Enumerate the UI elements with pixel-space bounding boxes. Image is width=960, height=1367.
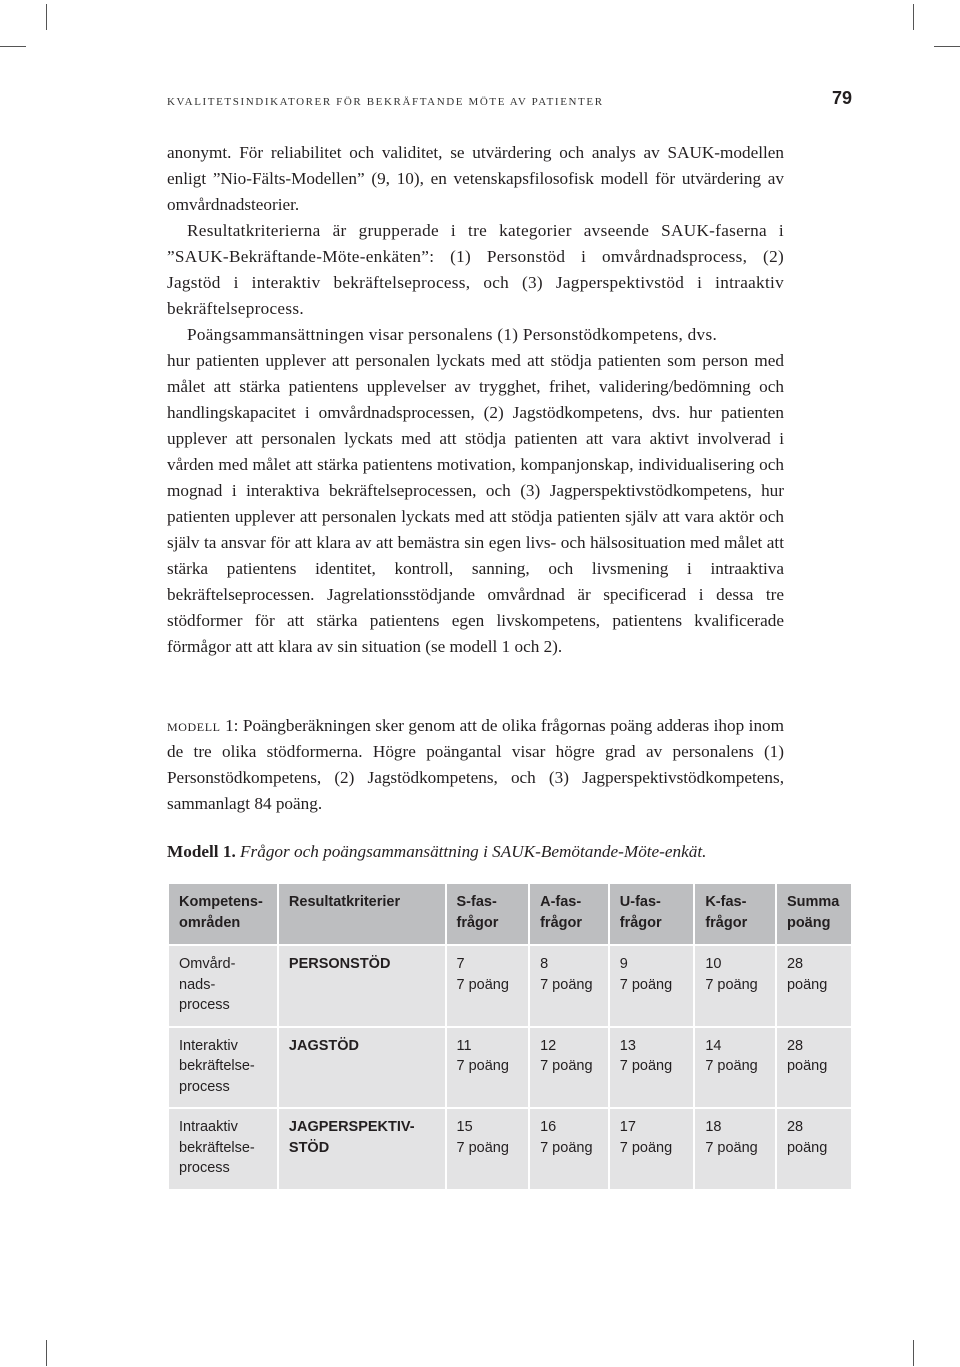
modell-label: modell bbox=[167, 716, 221, 735]
crop-mark bbox=[913, 1340, 914, 1366]
crop-mark bbox=[46, 4, 47, 30]
cell-area: Omvård- nads- process bbox=[168, 945, 278, 1027]
caption-label: Modell 1. bbox=[167, 842, 236, 861]
header-resultatkriterier: Resultatkriterier bbox=[278, 883, 446, 945]
crop-mark bbox=[0, 46, 26, 47]
header-kompetensomraden: Kompetens- områden bbox=[168, 883, 278, 945]
cell-area: Intraaktiv bekräftelse- process bbox=[168, 1108, 278, 1190]
paragraph: Resultatkriterierna är grupperade i tre kategorier avseende SAUK-faserna i ”SAUK-Bekräftande-Möte-enkäten”: (1) Personstöd i omvårdnadsprocess, (2) Jagstöd i interaktiv bekräftelseprocess, och (3) Jagperspektivstöd i intraaktiv bekräftelseprocess. bbox=[167, 221, 784, 318]
cell-sum: 28 poäng bbox=[776, 1108, 852, 1190]
paragraph: Poängsammansättningen visar personalens (1) Personstödkompetens, dvs. bbox=[187, 325, 718, 344]
cell-k: 14 7 poäng bbox=[694, 1027, 776, 1109]
running-head: KVALITETSINDIKATORER FÖR BEKRÄFTANDE MÖTE AV PATIENTER bbox=[167, 96, 604, 108]
modell-note bbox=[167, 713, 784, 817]
table-header-row bbox=[168, 883, 852, 945]
cell-criterion: JAGSTÖD bbox=[278, 1027, 446, 1109]
cell-k: 10 7 poäng bbox=[694, 945, 776, 1027]
crop-mark bbox=[46, 1340, 47, 1366]
cell-sum: 28 poäng bbox=[776, 1027, 852, 1109]
header-u-fas: U-fas- frågor bbox=[609, 883, 695, 945]
cell-a: 8 7 poäng bbox=[529, 945, 609, 1027]
cell-s: 11 7 poäng bbox=[446, 1027, 530, 1109]
cell-a: 12 7 poäng bbox=[529, 1027, 609, 1109]
modell-note-text bbox=[167, 713, 784, 817]
cell-s: 15 7 poäng bbox=[446, 1108, 530, 1190]
paragraph: hur patienten upplever att personalen lyckats med att stödja patienten som person med målet att stärka patientens upplevelser av trygghet, frihet, validering/bedömning och handlingskapacitet i omvårdnadsprocessen, (2) Jagstödkompetens, dvs. hur patienten upplever att personalen lyckats med att stödja patienten att vara aktivt involverad i vården med målet att stärka patientens motivation, kompanjonskap, individualisering och mognad i interaktiva bekräftelseprocessen, och (3) Jagperspektivstödkompetens, hur patienten upplever att personalen lyckats med att stödja patienten själv att vara aktör och själv ta ansvar för att klara av att bemästra sin egen livs- och hälsosituation med målet att stärka patientens identitet, kontroll, sanning, och livsmening i intraaktiva bekräftelseprocessen. Jagrelationsstödjande omvårdnad är specificerad i dessa tre stödformer för att stärka patientens egen livskompetens, patientens kvalificerade förmågor att att klara av sin situation (se modell 1 och 2). bbox=[167, 351, 784, 656]
cell-criterion: PERSONSTÖD bbox=[278, 945, 446, 1027]
modell-description: : Poängberäkningen sker genom att de olika frågornas poäng adderas ihop inom de tre olika stödformerna. Högre poängantal visar högre grad av personalens (1) Personstödkompetens, (2) Jagstödkompetens, och (3) Jagperspektivstödkompetens, sammanlagt 84 poäng. bbox=[167, 716, 785, 813]
table-row bbox=[168, 1027, 852, 1109]
table-caption bbox=[167, 842, 706, 862]
table-row bbox=[168, 1108, 852, 1190]
table-row bbox=[168, 945, 852, 1027]
caption-title: Frågor och poängsammansättning i SAUK-Bemötande-Möte-enkät. bbox=[240, 842, 707, 861]
body-text bbox=[167, 140, 784, 660]
cell-area: Interaktiv bekräftelse- process bbox=[168, 1027, 278, 1109]
cell-u: 17 7 poäng bbox=[609, 1108, 695, 1190]
header-s-fas: S-fas- frågor bbox=[446, 883, 530, 945]
header-summa: Summa poäng bbox=[776, 883, 852, 945]
cell-criterion: JAGPERSPEKTIV- STÖD bbox=[278, 1108, 446, 1190]
cell-u: 9 7 poäng bbox=[609, 945, 695, 1027]
page-number: 79 bbox=[831, 88, 852, 108]
cell-sum: 28 poäng bbox=[776, 945, 852, 1027]
cell-s: 7 7 poäng bbox=[446, 945, 530, 1027]
cell-u: 13 7 poäng bbox=[609, 1027, 695, 1109]
score-table bbox=[167, 882, 853, 1191]
crop-mark bbox=[934, 46, 960, 47]
header-a-fas: A-fas- frågor bbox=[529, 883, 609, 945]
crop-mark bbox=[913, 4, 914, 30]
cell-k: 18 7 poäng bbox=[694, 1108, 776, 1190]
modell-number: 1 bbox=[225, 716, 234, 735]
paragraph: anonymt. För reliabilitet och validitet, se utvärdering och analys av SAUK-modellen enligt ”Nio-Fälts-Modellen” (9, 10), en vetenskapsfilosofisk modell för utvärdering av omvårdnadsteorier. bbox=[167, 143, 784, 214]
cell-a: 16 7 poäng bbox=[529, 1108, 609, 1190]
header-k-fas: K-fas- frågor bbox=[694, 883, 776, 945]
